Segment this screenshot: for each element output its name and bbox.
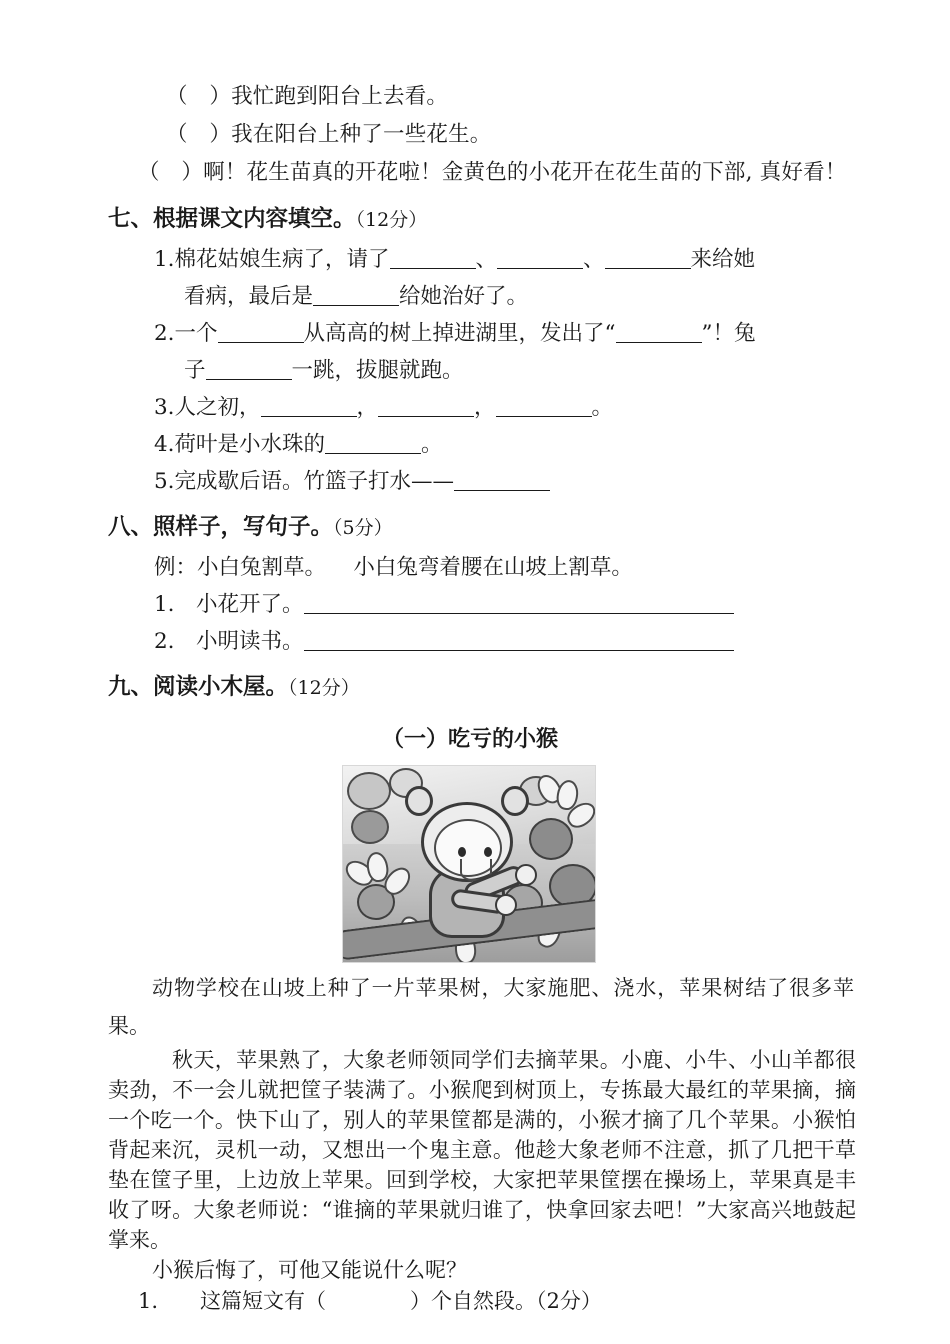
blank-field[interactable]	[496, 396, 592, 417]
q7-4-text-b: 。	[421, 432, 443, 457]
blank-field[interactable]	[454, 470, 550, 491]
q7-1-text-c: 、	[583, 247, 605, 272]
q7-2-line2-b: 一跳，拔腿就跑。	[291, 358, 464, 383]
blank-field[interactable]	[497, 248, 583, 269]
q7-1-text-a: 1.棉花姑娘生病了，请了	[154, 247, 390, 272]
q7-2-text-a: 2.一个	[154, 321, 218, 346]
q7-4-text-a: 4.荷叶是小水珠的	[154, 432, 326, 457]
ordering-item: （ ）我在阳台上种了一些花生。	[166, 122, 492, 147]
blank-field[interactable]	[325, 433, 421, 454]
passage-paragraph-2: 秋天，苹果熟了，大象老师领同学们去摘苹果。小鹿、小牛、小山羊都很卖劲，不一会儿就把筐子装满了。小猴爬到树顶上，专拣最大最红的苹果摘，摘一个吃一个。快下山了，别人的苹果筐都是满的，小猴才摘了几个苹果。小猴怕背起来沉，灵机一动，又想出一个鬼主意。他趁大象老师不注意，抓了几把干草垫在筐子里，上边放上苹果。回到学校，大家把苹果筐摆在操场上，苹果真是丰收了呀。大象老师说：“谁摘的苹果就归谁了，快拿回家去吧！”大家高兴地鼓起掌来。	[108, 1048, 856, 1252]
q7-3-text-a: 3.人之初，	[154, 395, 261, 420]
q7-3-text-d: 。	[591, 395, 614, 420]
example-label: 例：小白兔割草。	[154, 555, 327, 580]
q7-3-text-b: ，	[356, 395, 379, 420]
answer-rule[interactable]	[304, 631, 734, 651]
monkey-illustration	[342, 765, 596, 963]
reading-figure-container	[108, 765, 858, 963]
section-eight-title: 八、照样子，写句子。	[108, 514, 334, 540]
q7-2-text-c: ”！兔	[701, 321, 756, 346]
q7-1-line2-b: 给她治好了。	[399, 284, 529, 309]
q7-1-line2-a: 看病，最后是	[184, 284, 314, 309]
section-nine-points: （12分）	[288, 677, 360, 699]
reading-passage-title: （一）吃亏的小猴	[381, 726, 558, 752]
blank-field[interactable]	[378, 396, 474, 417]
q7-2-text-b: 从高高的树上掉进湖里，发出了“	[303, 321, 616, 346]
monkey-hand-icon	[515, 864, 537, 886]
ordering-item: （ ）啊！花生苗真的开花啦！金黄色的小花开在花生苗的下部, 真好看！	[138, 160, 847, 185]
passage-paragraph-3: 小猴后悔了，可他又能说什么呢？	[152, 1258, 467, 1282]
blank-field[interactable]	[261, 396, 357, 417]
monkey-ear-icon	[501, 786, 529, 816]
section-nine-title: 九、阅读小木屋。	[108, 674, 289, 700]
question-7-1	[108, 241, 858, 278]
item-1-prompt: 1. 小花开了。	[154, 592, 304, 617]
item-2-prompt: 2. 小明读书。	[154, 629, 304, 654]
section-seven-heading	[108, 198, 858, 241]
leaf-shape-icon	[347, 772, 391, 810]
section-eight-item-2	[108, 623, 858, 660]
section-eight-item-1	[108, 586, 858, 623]
section-seven-title: 七、根据课文内容填空。	[108, 206, 356, 232]
question-7-5	[108, 463, 858, 500]
question-7-3	[108, 389, 858, 426]
monkey-eye-icon	[458, 847, 466, 857]
section-seven-points: （12分）	[355, 209, 428, 231]
section-nine-heading	[108, 666, 858, 709]
question-7-2-line2	[108, 352, 858, 389]
section-eight-points: （5分）	[333, 517, 393, 539]
section-eight-heading	[108, 506, 858, 549]
q7-2-line2-a: 子	[184, 358, 206, 383]
q7-1-text-d: 来给她	[690, 247, 756, 272]
blank-field[interactable]	[616, 322, 702, 343]
leaf-shape-icon	[351, 810, 389, 844]
q7-3-text-c: ，	[474, 395, 496, 420]
section-eight-example	[108, 549, 858, 586]
ordering-item: （ ）我忙跑到阳台上去看。	[166, 84, 449, 109]
blank-field[interactable]	[206, 359, 292, 380]
ordering-list	[108, 78, 858, 192]
answer-rule[interactable]	[304, 594, 734, 614]
reading-question-1: 1. 这篇短文有（ ）个自然段。（2分）	[138, 1289, 602, 1313]
monkey-face	[434, 819, 502, 877]
example-answer: 小白兔弯着腰在山坡上割草。	[353, 555, 633, 580]
passage-paragraph-1: 动物学校在山坡上种了一片苹果树，大家施肥、浇水，苹果树结了很多苹果。	[108, 976, 854, 1038]
blank-field[interactable]	[605, 248, 691, 269]
q7-5-text-a: 5.完成歇后语。竹篮子打水——	[154, 469, 455, 494]
q7-1-text-b: 、	[475, 247, 498, 272]
fruit-icon	[529, 818, 573, 860]
monkey-eye-icon	[484, 847, 492, 857]
blank-field[interactable]	[313, 285, 399, 306]
question-7-1-line2	[108, 278, 858, 315]
monkey-hand-icon	[495, 894, 517, 916]
question-7-2	[108, 315, 858, 352]
question-7-4	[108, 426, 858, 463]
blank-field[interactable]	[218, 322, 304, 343]
monkey-ear-icon	[405, 786, 433, 816]
blank-field[interactable]	[390, 248, 476, 269]
